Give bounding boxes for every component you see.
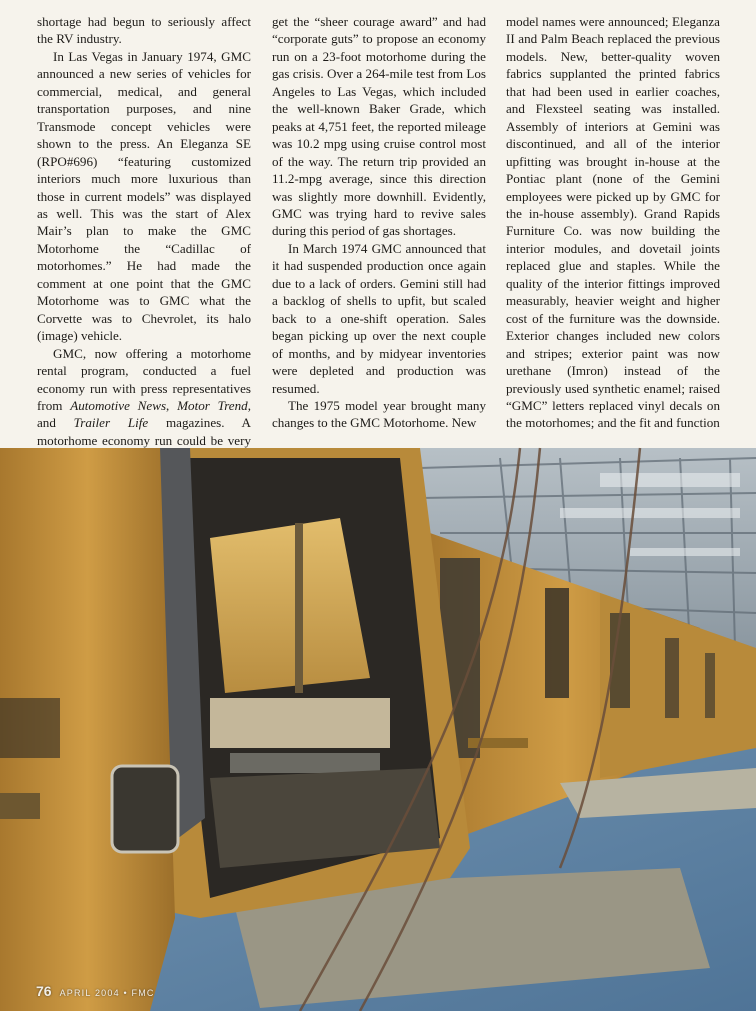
text-column-1 xyxy=(37,13,251,484)
publication-name: Motor Trend xyxy=(177,397,248,413)
assembly-line-photo xyxy=(0,448,756,1011)
publication-name: Trailer Life xyxy=(73,415,149,431)
text-column-2 xyxy=(272,13,486,432)
article-text xyxy=(0,0,756,448)
paragraph: model names were announced; Eleganza II and Palm Beach replaced the previous models. New, better-quality woven fabrics supplanted the printed fabrics that had been used in earlier coaches, and Flexsteel seating was installed. Assembly of interiors at Gemini was discontinued, and all of the interior upfitting was brought in-house at the Pontiac plant (none of the Gemini employees were picked up by GMC for the in-house assembly). Grand Rapids Furniture Co. was now building the interior modules, and dovetail joints replaced glue and staples. While the quality of the interior fittings improved measurably, heavier weight and higher cost of the furniture was the downside. Exterior changes included new colors and stripes; exterior paint was now urethane (Imron) instead of the previously used synthetic enamel; raised “GMC” letters replaced vinyl decals on the motorhomes; and the fit and function xyxy=(506,14,720,431)
foreground-shell xyxy=(140,448,470,918)
paragraph: In March 1974 GMC announced that it had suspended production once again due to a lack of orders. Gemini still had a backlog of shells to upfit, but scaled back to a one-shift operation. Sales began picking up over the next couple of months, and by midyear inventories were depleted and production was resumed. xyxy=(272,240,486,396)
paragraph: The 1975 model year brought many changes to the GMC Motorhome. New xyxy=(272,397,486,431)
photo-illustration xyxy=(0,448,756,1011)
issue-line: APRIL 2004 • FMC xyxy=(59,988,155,998)
publication-name: Automotive News xyxy=(70,397,167,413)
paragraph: get the “sheer courage award” and had “corporate guts” to propose an economy run on a 23-foot motorhome during the gas crisis. Over a 264-mile test from Los Angeles to Las Vegas, which included the well-known Baker Grade, which peaks at 4,751 feet, the reported mileage was 10.2 mpg using cruise control most of the way. The return trip provided an 11.2-mpg average, since this direction was slightly more downhill. Evidently, GMC was trying hard to revive sales during this period of gas shortages. xyxy=(272,14,486,239)
page-number: 76 xyxy=(36,983,52,999)
paragraph: In Las Vegas in January 1974, GMC announced a new series of vehicles for commercial, medical, and general transportation purposes, and nine Transmode concept vehicles were shown to the press. An Eleganza SE (RPO#696) “featuring customized interiors much more luxurious than those in current models” was displayed as well. This was the start of Alex Mair’s plan to make the GMC Motorhome the “Cadillac of motorhomes.” He had made the comment at one point that the GMC Motorhome was to GMC what the Corvette was to Chevrolet, its halo (image) vehicle. xyxy=(37,48,251,344)
left-shell xyxy=(0,448,178,1011)
page-folio xyxy=(36,983,155,999)
paragraph: GMC, now offering a motorhome rental program, conducted a fuel economy run with press representatives from Automotive News, Motor Trend, and Trailer Life magazines. A motorhome economy run could be very xyxy=(37,345,251,448)
text-column-3 xyxy=(506,13,720,432)
paragraph: shortage had begun to seriously affect the RV industry. xyxy=(37,14,251,47)
